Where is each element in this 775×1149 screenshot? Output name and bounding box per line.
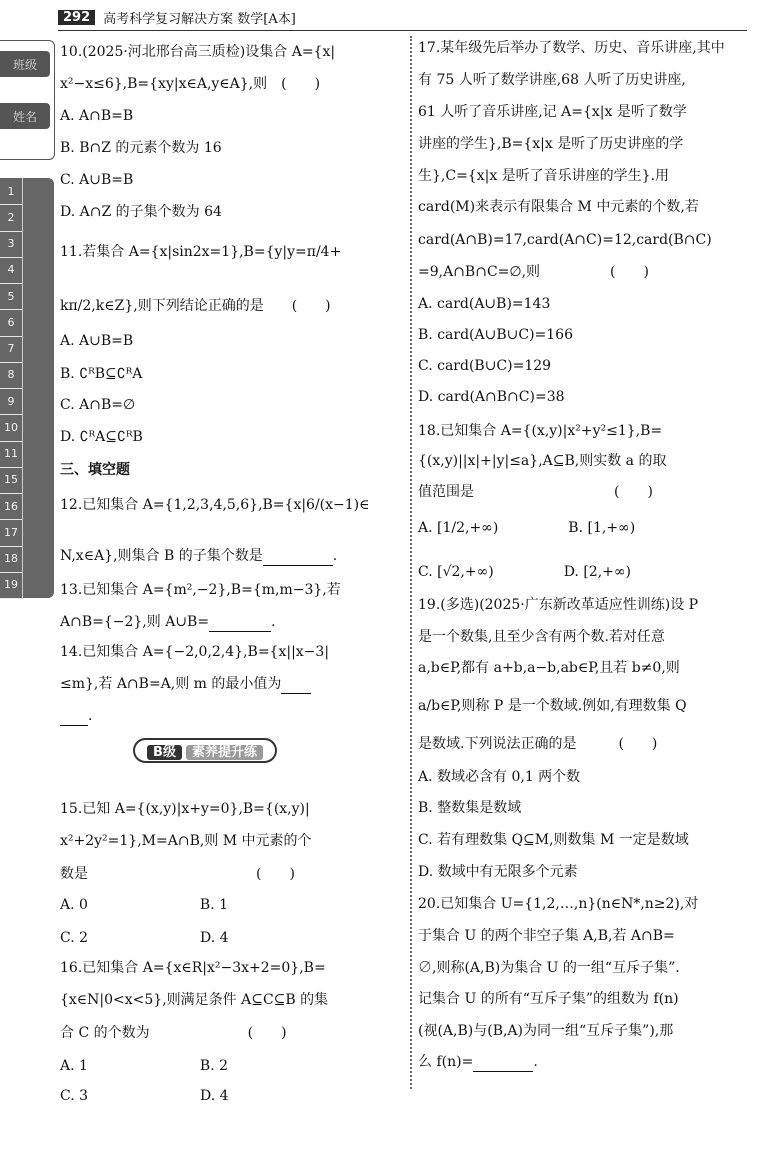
text-line: 三、填空题 xyxy=(60,462,130,478)
answer-number: 6 xyxy=(0,309,23,336)
text-line: B. card(A∪B∪C)=166 xyxy=(418,327,573,343)
text-line: x²−x≤6},B={xy|x∈A,y∈A},则 ( ) xyxy=(60,76,321,92)
answer-blank[interactable] xyxy=(473,1057,533,1072)
answer-blank[interactable] xyxy=(281,679,311,694)
answer-number: 2 xyxy=(0,204,23,231)
answer-number: 10 xyxy=(0,414,23,441)
text-line: ∅,则称(A,B)为集合 U 的一组“互斥子集”. xyxy=(418,960,680,976)
text-line: A. [1/2,+∞) B. [1,+∞) xyxy=(418,520,636,536)
answer-number: 15 xyxy=(0,467,23,494)
text-line: A. 数域必含有 0,1 两个数 xyxy=(418,769,581,785)
text-line: a,b∈P,都有 a+b,a−b,ab∈P,且若 b≠0,则 xyxy=(418,660,680,676)
text-line: 么 f(n)= . xyxy=(418,1054,538,1070)
text-line: 10.(2025·河北邢台高三质检)设集合 A={x| xyxy=(60,44,336,60)
header-rule xyxy=(58,30,747,31)
text-line: 61 人听了音乐讲座,记 A={x|x 是听了数学 xyxy=(418,104,687,120)
text-line: 合 C 的个数为 ( ) xyxy=(60,1025,287,1041)
text-line: 12.已知集合 A={1,2,3,4,5,6},B={x|6/(x−1)∈ xyxy=(60,497,370,513)
page-header xyxy=(58,6,296,28)
text-line: A∩B={−2},则 A∪B= . xyxy=(60,614,276,630)
answer-number: 1 xyxy=(0,178,23,205)
text-line: B. ∁ᴿB⊆∁ᴿA xyxy=(60,366,143,382)
answer-number: 4 xyxy=(0,257,23,284)
text-line: 17.某年级先后举办了数学、历史、音乐讲座,其中 xyxy=(418,40,725,56)
text-line: 于集合 U 的两个非空子集 A,B,若 A∩B= xyxy=(418,928,675,944)
text-line: card(M)来表示有限集合 M 中元素的个数,若 xyxy=(418,199,699,215)
text-line: 19.(多选)(2025·广东新改革适应性训练)设 P xyxy=(418,597,699,613)
text-line: A. A∩B=B xyxy=(60,108,134,124)
text-line: 是一个数集,且至少含有两个数.若对任意 xyxy=(418,629,665,645)
banner-title: 素养提升练 xyxy=(186,745,263,760)
text-line: A. A∪B=B xyxy=(60,333,134,349)
answer-number: 17 xyxy=(0,519,23,546)
text-line: 15.已知 A={(x,y)|x+y=0},B={(x,y)| xyxy=(60,801,310,817)
text-line: A. 0 B. 1 xyxy=(60,897,229,913)
text-line: D. A∩Z 的子集个数为 64 xyxy=(60,204,222,220)
answer-blank[interactable] xyxy=(263,551,333,566)
text-line: D. 数域中有无限多个元素 xyxy=(418,864,578,880)
text-line: C. A∪B=B xyxy=(60,172,134,188)
text-line: A. 1 B. 2 xyxy=(60,1058,229,1074)
text-line: kπ/2,k∈Z},则下列结论正确的是 ( ) xyxy=(60,298,331,314)
text-line: 有 75 人听了数学讲座,68 人听了历史讲座, xyxy=(418,72,686,88)
student-info-tab xyxy=(0,40,55,160)
text-line: B. B∩Z 的元素个数为 16 xyxy=(60,140,222,156)
answer-number: 9 xyxy=(0,388,23,415)
page-number: 292 xyxy=(58,10,95,25)
answer-blank[interactable] xyxy=(209,617,271,632)
text-line: N,x∈A},则集合 B 的子集个数是 . xyxy=(60,548,338,564)
text-line: 数是 ( ) xyxy=(60,866,295,882)
level-banner xyxy=(95,737,315,763)
text-line: 18.已知集合 A={(x,y)|x²+y²≤1},B= xyxy=(418,423,663,439)
answer-number: 18 xyxy=(0,546,23,573)
text-line: C. card(B∪C)=129 xyxy=(418,358,552,374)
text-line: C. 若有理数集 Q⊆M,则数集 M 一定是数域 xyxy=(418,832,689,848)
answer-number: 3 xyxy=(0,231,23,258)
text-line: C. 3 D. 4 xyxy=(60,1088,229,1104)
text-line: {(x,y)||x|+|y|≤a},A⊆B,则实数 a 的取 xyxy=(418,453,667,469)
answer-number: 7 xyxy=(0,336,23,363)
text-line: x²+2y²=1},M=A∩B,则 M 中元素的个 xyxy=(60,833,312,849)
text-line: 值范围是 ( ) xyxy=(418,484,653,500)
text-line: 讲座的学生},B={x|x 是听了历史讲座的学 xyxy=(418,136,684,152)
text-line: 20.已知集合 U={1,2,…,n}(n∈N*,n≥2),对 xyxy=(418,896,699,912)
text-line: 14.已知集合 A={−2,0,2,4},B={x||x−3| xyxy=(60,644,330,660)
text-line: 13.已知集合 A={m²,−2},B={m,m−3},若 xyxy=(60,582,341,598)
text-line: C. A∩B=∅ xyxy=(60,397,136,413)
answer-blank[interactable] xyxy=(60,711,88,726)
text-line: C. [√2,+∞) D. [2,+∞) xyxy=(418,564,632,580)
text-line: D. card(A∩B∩C)=38 xyxy=(418,389,565,405)
book-title: 高考科学复习解决方案 数学[A本] xyxy=(103,11,296,27)
text-line: card(A∩B)=17,card(A∩C)=12,card(B∩C) xyxy=(418,232,712,248)
answer-number: 5 xyxy=(0,283,23,310)
text-line: ≤m},若 A∩B=A,则 m 的最小值为 xyxy=(60,674,311,694)
answer-number: 16 xyxy=(0,493,23,520)
column-divider xyxy=(410,36,412,1089)
text-line: (视(A,B)与(B,A)为同一组“互斥子集”),那 xyxy=(418,1023,674,1039)
text-line: a/b∈P,则称 P 是一个数域.例如,有理数集 Q xyxy=(418,698,687,714)
text-line: B. 整数集是数域 xyxy=(418,800,522,816)
answer-number: 11 xyxy=(0,441,23,468)
name-label: 姓名 xyxy=(0,103,50,129)
text-line: {x∈N|0<x<5},则满足条件 A⊆C⊆B 的集 xyxy=(60,992,329,1008)
text-line: A. card(A∪B)=143 xyxy=(418,296,551,312)
answer-number-strip xyxy=(0,178,54,598)
text-line: 是数域.下列说法正确的是 ( ) xyxy=(418,736,658,752)
text-line: C. 2 D. 4 xyxy=(60,930,229,946)
text-line: 记集合 U 的所有“互斥子集”的组数为 f(n) xyxy=(418,991,679,1007)
text-line: =9,A∩B∩C=∅,则 ( ) xyxy=(418,264,649,280)
text-line: . xyxy=(60,706,92,726)
banner-level: B级 xyxy=(147,745,182,760)
class-label: 班级 xyxy=(0,51,50,77)
text-line: 16.已知集合 A={x∈R|x²−3x+2=0},B= xyxy=(60,960,326,976)
text-line: D. ∁ᴿA⊆∁ᴿB xyxy=(60,429,143,445)
answer-number: 19 xyxy=(0,572,23,599)
answer-number: 8 xyxy=(0,362,23,389)
text-line: 生},C={x|x 是听了音乐讲座的学生}.用 xyxy=(418,168,670,184)
text-line: 11.若集合 A={x|sin2x=1},B={y|y=π/4+ xyxy=(60,244,342,260)
